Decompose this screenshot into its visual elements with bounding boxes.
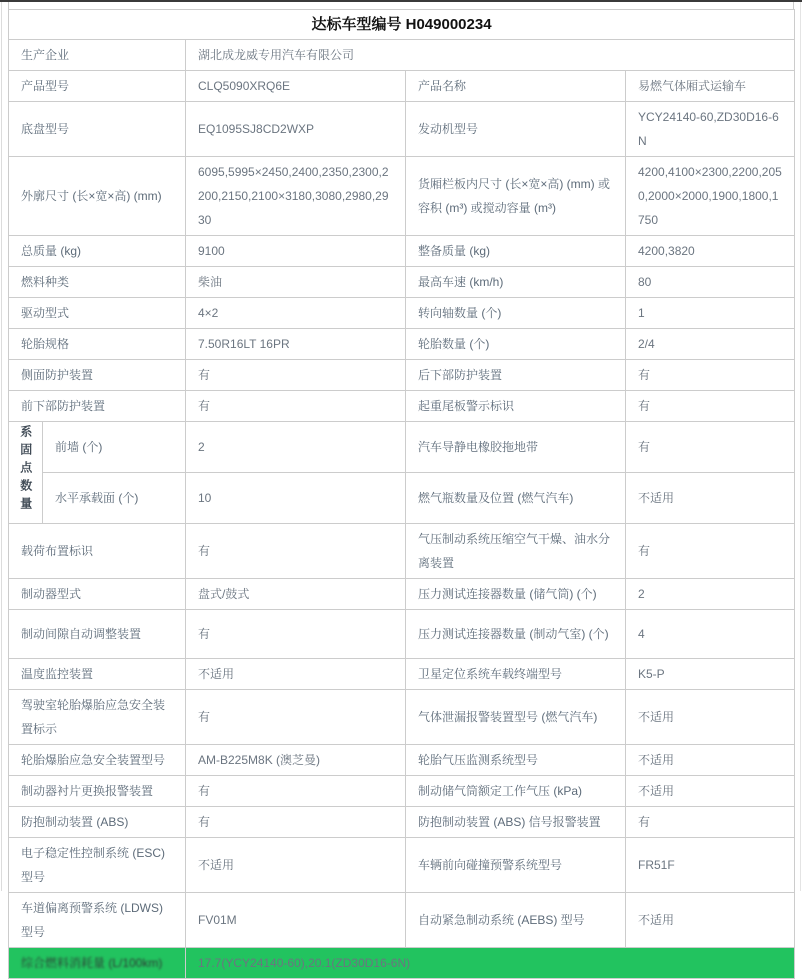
row-label: 水平承载面 (个) xyxy=(43,473,186,524)
row-value: 80 xyxy=(626,267,795,298)
row-value: 有 xyxy=(186,776,406,807)
row-value: K5-P xyxy=(626,659,795,690)
row-value: 2/4 xyxy=(626,329,795,360)
row-value: 有 xyxy=(626,360,795,391)
row-value: 不适用 xyxy=(186,659,406,690)
row-value: 17.7(YCY24140-60),20.1(ZD30D16-6N) xyxy=(186,948,795,979)
row-value: 4×2 xyxy=(186,298,406,329)
fuel-consumption-label: 综合燃料消耗量 (L/100km) xyxy=(21,956,163,970)
row-value: 易燃气体厢式运输车 xyxy=(626,71,795,102)
vehicle-spec-table xyxy=(8,9,795,979)
row-label: 前下部防护装置 xyxy=(9,391,186,422)
row-value: 有 xyxy=(186,391,406,422)
tiedown-group-header xyxy=(9,422,43,524)
row-label: 总质量 (kg) xyxy=(9,236,186,267)
row-value: 4200,3820 xyxy=(626,236,795,267)
row-value: 1 xyxy=(626,298,795,329)
row-label: 生产企业 xyxy=(9,40,186,71)
row-label: 侧面防护装置 xyxy=(9,360,186,391)
table-row xyxy=(9,579,795,610)
table-row xyxy=(9,329,795,360)
table-row xyxy=(9,71,795,102)
table-row xyxy=(9,360,795,391)
row-label: 前墙 (个) xyxy=(43,422,186,473)
row-label: 最高车速 (km/h) xyxy=(406,267,626,298)
row-label: 车辆前向碰撞预警系统型号 xyxy=(406,838,626,893)
row-label: 整备质量 (kg) xyxy=(406,236,626,267)
row-value: 不适用 xyxy=(186,838,406,893)
table-row xyxy=(9,610,795,659)
table-row xyxy=(9,236,795,267)
row-label: 起重尾板警示标识 xyxy=(406,391,626,422)
top-row-sliver xyxy=(8,2,794,9)
row-value: 不适用 xyxy=(626,776,795,807)
row-value: 有 xyxy=(186,807,406,838)
row-label: 压力测试连接器数量 (储气筒) (个) xyxy=(406,579,626,610)
row-label: 轮胎数量 (个) xyxy=(406,329,626,360)
row-value: 不适用 xyxy=(626,690,795,745)
row-label: 电子稳定性控制系统 (ESC) 型号 xyxy=(9,838,186,893)
row-label: 自动紧急制动系统 (AEBS) 型号 xyxy=(406,893,626,948)
row-label: 防抱制动装置 (ABS) 信号报警装置 xyxy=(406,807,626,838)
row-value: 6095,5995×2450,2400,2350,2300,2200,2150,2100×3180,3080,2980,2930 xyxy=(186,157,406,236)
row-label: 驾驶室轮胎爆胎应急安全装置标示 xyxy=(9,690,186,745)
row-value: AM-B225M8K (澳芝曼) xyxy=(186,745,406,776)
row-value: 不适用 xyxy=(626,893,795,948)
row-label: 产品型号 xyxy=(9,71,186,102)
row-label: 卫星定位系统车载终端型号 xyxy=(406,659,626,690)
row-value: 不适用 xyxy=(626,745,795,776)
row-value: 4 xyxy=(626,610,795,659)
table-row xyxy=(9,745,795,776)
table-row xyxy=(9,893,795,948)
row-label: 外廓尺寸 (长×宽×高) (mm) xyxy=(9,157,186,236)
tiedown-group-label: 系固点数量 xyxy=(18,424,33,515)
row-value: 柴油 xyxy=(186,267,406,298)
row-value: 有 xyxy=(626,524,795,579)
row-value: 有 xyxy=(186,360,406,391)
row-label: 气压制动系统压缩空气干燥、油水分离装置 xyxy=(406,524,626,579)
row-label: 气体泄漏报警装置型号 (燃气汽车) xyxy=(406,690,626,745)
table-row xyxy=(9,422,795,473)
row-label: 制动间隙自动调整装置 xyxy=(9,610,186,659)
row-label: 货厢栏板内尺寸 (长×宽×高) (mm) 或容积 (m³) 或搅动容量 (m³) xyxy=(406,157,626,236)
row-label: 转向轴数量 (个) xyxy=(406,298,626,329)
row-value: 9100 xyxy=(186,236,406,267)
row-label: 压力测试连接器数量 (制动气室) (个) xyxy=(406,610,626,659)
row-value: EQ1095SJ8CD2WXP xyxy=(186,102,406,157)
row-label: 产品名称 xyxy=(406,71,626,102)
table-row xyxy=(9,40,795,71)
row-value: 有 xyxy=(626,391,795,422)
row-label: 防抱制动装置 (ABS) xyxy=(9,807,186,838)
table-row xyxy=(9,102,795,157)
row-value: 湖北成龙威专用汽车有限公司 xyxy=(186,40,795,71)
row-label: 车道偏离预警系统 (LDWS) 型号 xyxy=(9,893,186,948)
table-row xyxy=(9,776,795,807)
row-value: 有 xyxy=(626,807,795,838)
row-value: 2 xyxy=(186,422,406,473)
row-label: 燃料种类 xyxy=(9,267,186,298)
row-label: 载荷布置标识 xyxy=(9,524,186,579)
row-value: 盘式/鼓式 xyxy=(186,579,406,610)
fuel-consumption-row xyxy=(9,948,795,979)
row-label: 轮胎气压监测系统型号 xyxy=(406,745,626,776)
row-value: 7.50R16LT 16PR xyxy=(186,329,406,360)
row-label xyxy=(9,948,186,979)
row-value: 有 xyxy=(186,690,406,745)
row-label: 驱动型式 xyxy=(9,298,186,329)
row-value: 2 xyxy=(626,579,795,610)
table-row xyxy=(9,157,795,236)
table-row xyxy=(9,524,795,579)
row-value: 4200,4100×2300,2200,2050,2000×2000,1900,1800,1750 xyxy=(626,157,795,236)
table-row xyxy=(9,391,795,422)
row-label: 底盘型号 xyxy=(9,102,186,157)
row-label: 轮胎爆胎应急安全装置型号 xyxy=(9,745,186,776)
row-value: YCY24140-60,ZD30D16-6N xyxy=(626,102,795,157)
row-label: 发动机型号 xyxy=(406,102,626,157)
row-label: 制动器型式 xyxy=(9,579,186,610)
table-row xyxy=(9,838,795,893)
row-value: FR51F xyxy=(626,838,795,893)
table-row xyxy=(9,267,795,298)
title-row xyxy=(9,10,795,40)
row-label: 后下部防护装置 xyxy=(406,360,626,391)
row-label: 燃气瓶数量及位置 (燃气汽车) xyxy=(406,473,626,524)
table-row xyxy=(9,298,795,329)
table-row xyxy=(9,807,795,838)
row-label: 制动储气筒额定工作气压 (kPa) xyxy=(406,776,626,807)
table-row xyxy=(9,659,795,690)
row-label: 汽车导静电橡胶拖地带 xyxy=(406,422,626,473)
row-value: 有 xyxy=(186,610,406,659)
row-value: 10 xyxy=(186,473,406,524)
row-value: CLQ5090XRQ6E xyxy=(186,71,406,102)
row-value: 有 xyxy=(626,422,795,473)
row-value: 不适用 xyxy=(626,473,795,524)
row-label: 温度监控装置 xyxy=(9,659,186,690)
page-title: 达标车型编号 H049000234 xyxy=(9,10,795,40)
row-value: FV01M xyxy=(186,893,406,948)
row-value: 有 xyxy=(186,524,406,579)
row-label: 轮胎规格 xyxy=(9,329,186,360)
table-row xyxy=(9,690,795,745)
table-row xyxy=(9,473,795,524)
row-label: 制动器衬片更换报警装置 xyxy=(9,776,186,807)
